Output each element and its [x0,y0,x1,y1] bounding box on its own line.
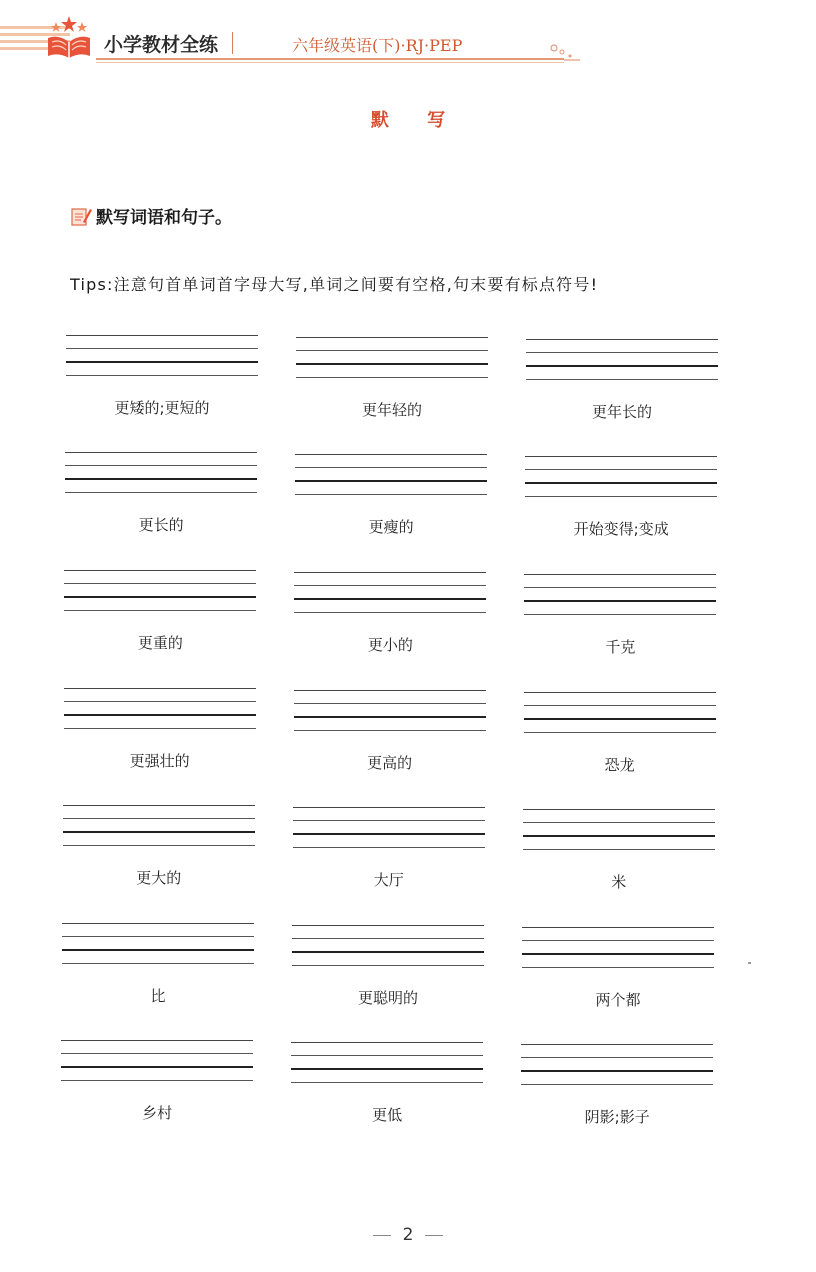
writing-line [62,963,254,964]
writing-line [523,822,715,823]
section-label: 默写词语和句子。 [96,208,232,228]
header-rule-thin [96,62,564,63]
writing-line [523,849,715,850]
writing-line [66,335,258,336]
dictation-item [64,688,260,788]
writing-line [64,728,256,729]
item-label: 更高的 [367,754,413,772]
writing-lines[interactable] [525,456,717,500]
writing-line [63,831,255,833]
dictation-item [522,927,718,1027]
page-header [0,0,816,70]
dictation-item [63,805,259,905]
writing-lines[interactable] [295,454,487,498]
writing-line [524,574,716,575]
writing-line [296,377,488,378]
page-title: 默 写 [370,110,462,131]
writing-line [63,818,255,819]
writing-line [521,1070,713,1072]
writing-line [64,714,256,716]
dictation-item [524,574,720,674]
item-label: 更小的 [367,636,413,654]
header-ornament-icon [540,38,580,68]
writing-lines[interactable] [294,690,486,734]
writing-line [291,1055,483,1056]
item-label: 更长的 [138,516,184,534]
item-label: 更年长的 [591,403,652,421]
item-label: 更大的 [136,869,182,887]
subject-title: 六年级英语(下)·RJ·PEP [292,36,463,55]
writing-lines[interactable] [292,925,484,969]
writing-lines[interactable] [294,572,486,616]
dictation-item [291,1042,487,1142]
writing-line [291,1068,483,1070]
writing-line [524,732,716,733]
item-label: 更聪明的 [357,989,418,1007]
writing-line [522,967,714,968]
writing-lines[interactable] [522,927,714,971]
writing-line [521,1044,713,1045]
dictation-item [525,456,721,556]
writing-lines[interactable] [64,688,256,732]
item-label: 千克 [605,638,636,656]
brand-title: 小学教材全练 [104,34,219,56]
writing-line [292,965,484,966]
dictation-item [64,570,260,670]
writing-line [293,833,485,835]
section-heading [70,203,232,228]
page-number [0,1225,816,1245]
book-stars-logo-icon [44,14,94,60]
writing-line [293,820,485,821]
writing-line [64,570,256,571]
writing-line [525,469,717,470]
writing-line [62,949,254,951]
writing-lines[interactable] [291,1042,483,1086]
writing-line [296,337,488,338]
writing-line [521,1057,713,1058]
dictation-item [526,339,722,439]
writing-line [63,845,255,846]
writing-line [294,612,486,613]
writing-line [295,480,487,482]
writing-lines[interactable] [524,692,716,736]
page-number-value: 2 [402,1225,414,1245]
dictation-item [62,923,258,1023]
scan-speck [748,962,751,964]
writing-line [524,692,716,693]
item-label: 更瘦的 [368,518,414,536]
writing-line [524,705,716,706]
writing-line [65,465,257,466]
writing-lines[interactable] [62,923,254,967]
writing-lines[interactable] [64,570,256,614]
writing-line [296,350,488,351]
writing-line [64,596,256,598]
item-label: 更强壮的 [129,752,190,770]
writing-line [62,936,254,937]
writing-line [296,363,488,365]
writing-line [521,1084,713,1085]
writing-line [294,690,486,691]
writing-line [522,940,714,941]
writing-line [526,365,718,367]
writing-line [294,572,486,573]
writing-lines[interactable] [523,809,715,853]
writing-line [291,1042,483,1043]
writing-line [295,494,487,495]
writing-line [522,953,714,955]
writing-lines[interactable] [296,337,488,381]
item-label: 更年轻的 [361,401,422,419]
writing-line [294,703,486,704]
writing-line [292,925,484,926]
item-label: 更重的 [137,634,183,652]
notepad-pencil-icon [70,205,92,227]
item-label: 乡村 [142,1104,173,1122]
writing-line [66,375,258,376]
dictation-item [293,807,489,907]
writing-line [66,361,258,363]
item-label: 更低 [372,1106,403,1124]
writing-line [65,452,257,453]
item-label: 米 [611,873,627,891]
item-label: 两个都 [595,991,641,1009]
header-rule [96,58,564,60]
tips-text: Tips:注意句首单词首字母大写,单词之间要有空格,句末要有标点符号! [70,275,599,294]
writing-line [64,701,256,702]
writing-line [61,1040,253,1041]
writing-lines[interactable] [65,452,257,496]
dictation-item [294,572,490,672]
item-label: 更矮的;更短的 [114,399,210,417]
writing-line [291,1082,483,1083]
dictation-item [294,690,490,790]
writing-line [294,716,486,718]
writing-line [64,688,256,689]
writing-line [525,456,717,457]
writing-lines[interactable] [521,1044,713,1088]
writing-line [294,598,486,600]
writing-line [524,614,716,615]
writing-lines[interactable] [66,335,258,379]
item-label: 阴影;影子 [584,1108,650,1126]
item-label: 比 [150,987,166,1005]
writing-line [292,951,484,953]
writing-line [61,1080,253,1081]
writing-lines[interactable] [63,805,255,849]
writing-lines[interactable] [293,807,485,851]
writing-line [61,1053,253,1054]
item-label: 恐龙 [604,756,635,774]
dictation-item [296,337,492,437]
writing-line [523,809,715,810]
writing-line [64,583,256,584]
writing-line [62,923,254,924]
writing-line [293,807,485,808]
dictation-item [524,692,720,792]
writing-line [293,847,485,848]
dictation-item [65,452,261,552]
writing-line [292,938,484,939]
writing-line [65,478,257,480]
writing-line [525,496,717,497]
writing-line [61,1066,253,1068]
writing-line [295,454,487,455]
writing-line [294,730,486,731]
writing-line [525,482,717,484]
dictation-item [292,925,488,1025]
item-label: 开始变得;变成 [573,520,669,538]
dictation-item [523,809,719,909]
dictation-item [66,335,262,435]
writing-line [526,352,718,353]
writing-line [295,467,487,468]
writing-lines[interactable] [61,1040,253,1084]
dictation-item [61,1040,257,1140]
writing-line [66,348,258,349]
writing-line [524,600,716,602]
writing-lines[interactable] [526,339,718,383]
writing-line [63,805,255,806]
writing-line [523,835,715,837]
writing-line [64,610,256,611]
writing-line [294,585,486,586]
writing-line [524,587,716,588]
writing-line [522,927,714,928]
writing-line [526,339,718,340]
dictation-item [295,454,491,554]
item-label: 大厅 [373,871,404,889]
writing-line [65,492,257,493]
writing-line [524,718,716,720]
writing-lines[interactable] [524,574,716,618]
header-separator [232,32,233,54]
writing-line [526,379,718,380]
dictation-item [521,1044,717,1144]
